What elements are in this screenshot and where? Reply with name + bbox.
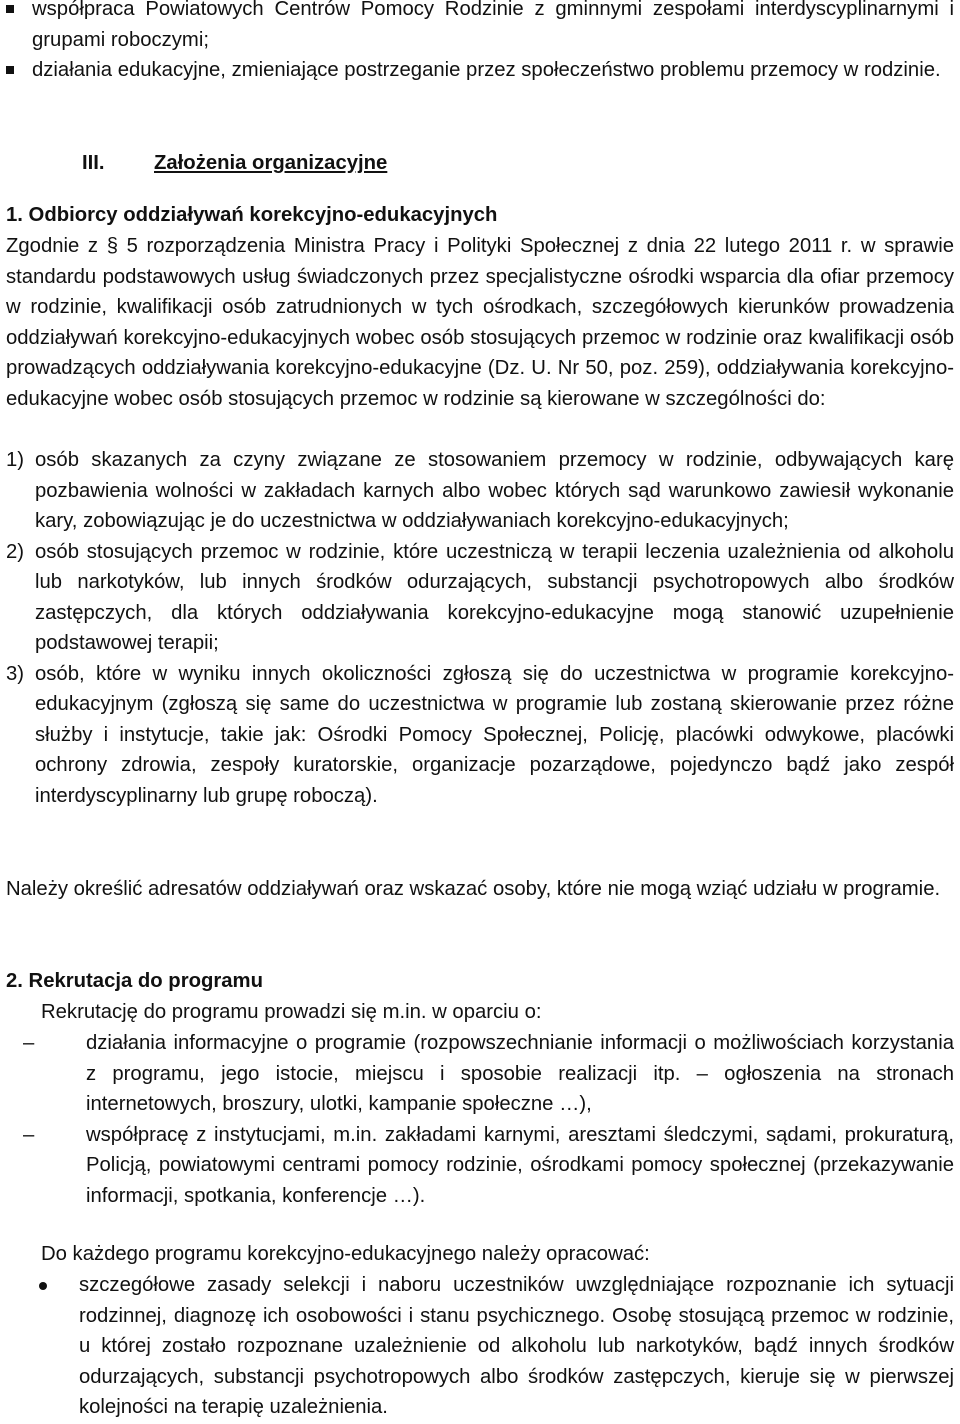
list-item: [6, 1028, 954, 1120]
list-item-text: szczegółowe zasady selekcji i naboru uczestników uwzględniające rozpoznanie ich sytuacji rodzinnej, diagnozę ich osobowości i stanu psychicznego. Osobę stosującą przemoc w rodzinie, u której zostało rozpoznane uzależnienie od alkoholu lub narkotyków, bądź innych środków odurzających, substancji psychotropowych albo środków zastępczych, kieruje się w pierwszej kolejności na terapię uzależnienia.: [79, 1274, 954, 1418]
square-bullet-icon: [6, 66, 14, 74]
section-number: III.: [82, 152, 105, 174]
list-item-number: 3): [6, 662, 25, 685]
dash-list: [6, 1028, 954, 1211]
list-item: [6, 0, 954, 55]
subsection-heading-recruitment: 2. Rekrutacja do programu: [6, 970, 263, 992]
list-item: [6, 1270, 954, 1423]
square-bullet-icon: [6, 5, 14, 13]
body-paragraph: Zgodnie z § 5 rozporządzenia Ministra Pracy i Polityki Społecznej z dnia 22 lutego 2011 r. w sprawie standardu podstawowych usług świadczonych przez specjalistyczne ośrodki wsparcia dla ofiar przemocy w rodzinie, kwalifikacji osób zatrudnionych w tych ośrodkach, szczegółowych kierunków prowadzenia oddziaływań korekcyjno-edukacyjnych wobec osób stosujących przemoc w rodzinie oraz kwalifikacji osób prowadzących oddziaływania korekcyjno-edukacyjne (Dz. U. Nr 50, poz. 259), oddziaływania korekcyjno-edukacyjne wobec osób stosujących przemoc w rodzinie są kierowane w szczególności do:: [6, 235, 954, 410]
dot-bullet-icon: [39, 1282, 47, 1290]
subsection-heading-recipients: 1. Odbiorcy oddziaływań korekcyjno-edukacyjnych: [6, 204, 498, 226]
list-item-text: działania informacyjne o programie (rozpowszechnianie informacji o możliwościach korzystania z programu, jego istocie, miejscu i sposobie realizacji itp. – ogłoszenia na stronach internetowych, broszury, ulotki, kampanie społeczne …),: [86, 1032, 954, 1115]
list-item-text: współpracę z instytucjami, m.in. zakładami karnymi, aresztami śledczymi, sądami, prokuraturą, Policją, powiatowymi centrami pomocy rodzinie, ośrodkami pomocy społecznej (przekazywanie informacji, spotkania, konferencje …).: [86, 1123, 954, 1207]
list-item-text: osób skazanych za czyny związane ze stosowaniem przemocy w rodzinie, odbywających karę pozbawienia wolności w zakładach karnych albo wobec których sąd warunkowo zawiesił wykonanie kary, zobowiązując je do uczestnictwa w oddziaływaniach korekcyjno-edukacyjnych;: [35, 449, 954, 532]
body-paragraph: Do każdego programu korekcyjno-edukacyjnego należy opracować:: [41, 1243, 650, 1265]
list-item-text: osób stosujących przemoc w rodzinie, które uczestniczą w terapii leczenia uzależnienia od alkoholu lub narkotyków, lub innych środków odurzających, substancji psychotropowych albo środków zastępczych, dla których oddziaływania korekcyjno-edukacyjne mogą stanowić uzupełnienie podstawowej terapii;: [35, 540, 954, 654]
dash-bullet-icon: –: [23, 1032, 35, 1054]
list-item-text: osób, które w wyniku innych okoliczności zgłoszą się do uczestnictwa w programie korekcyjno-edukacyjnym (zgłoszą się same do uczestnictwa w programie lub zostaną skierowanie przez różne służby i instytucje, takie jak: Ośrodki Pomocy Społecznej, Policję, placówki odwykowe, placówki ochrony zdrowia, zespoły kuratorskie, organizacje pozarządowe, pojedynczo bądź jako zespół interdyscyplinarny lub grupę roboczą).: [35, 662, 954, 807]
list-item: [6, 659, 954, 812]
list-item-number: 2): [6, 540, 25, 563]
square-bullet-list: [6, 0, 954, 86]
list-item: [6, 55, 954, 86]
list-item-text: współpraca Powiatowych Centrów Pomocy Rodzinie z gminnymi zespołami interdyscyplinarnymi i grupami roboczymi;: [32, 0, 954, 51]
numbered-list: [6, 445, 954, 811]
section-title: Założenia organizacyjne: [154, 152, 388, 174]
list-item: [6, 1120, 954, 1212]
section-heading: [82, 148, 388, 179]
list-item-text: działania edukacyjne, zmieniające postrzeganie przez społeczeństwo problemu przemocy w rodzinie.: [32, 59, 941, 81]
body-paragraph: Należy określić adresatów oddziaływań oraz wskazać osoby, które nie mogą wziąć udziału w programie.: [6, 878, 941, 900]
dash-bullet-icon: –: [23, 1123, 35, 1146]
list-item: [6, 537, 954, 659]
list-item: [6, 445, 954, 537]
list-item-number: 1): [6, 449, 25, 471]
recruitment-intro: Rekrutację do programu prowadzi się m.in. w oparciu o:: [41, 1001, 542, 1023]
dot-bullet-list: [6, 1270, 954, 1423]
